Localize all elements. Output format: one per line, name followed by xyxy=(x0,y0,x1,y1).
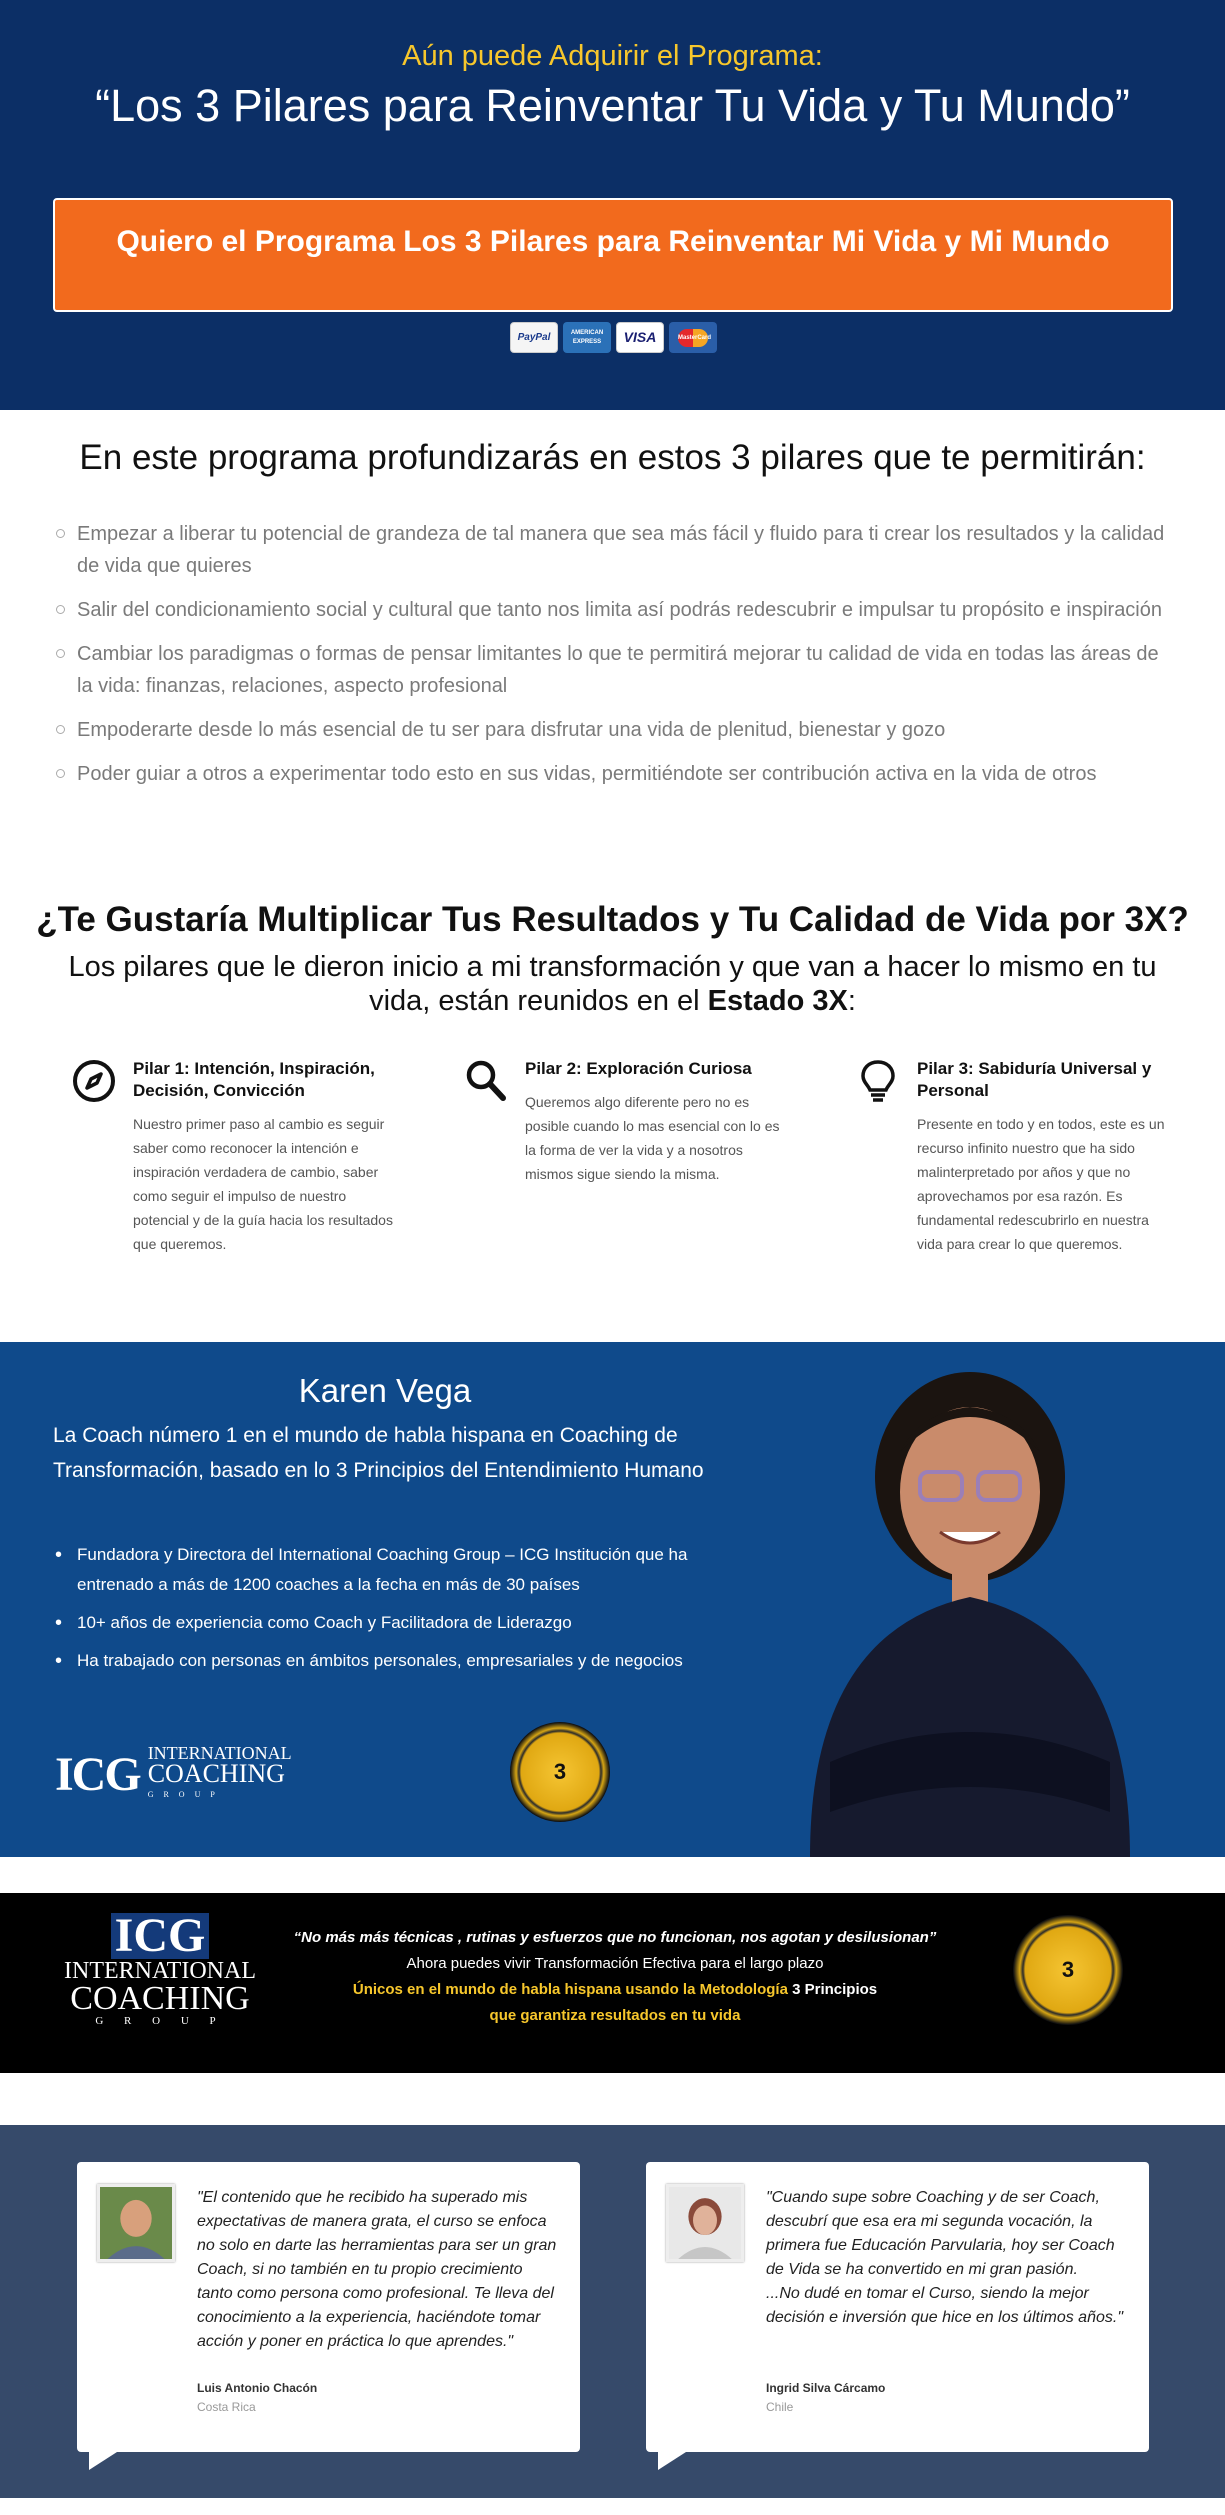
list-item: Poder guiar a otros a experimentar todo esto en sus vidas, permitiéndote ser contribución activa en la vida de otros xyxy=(56,758,1176,790)
testimonial-quote: "Cuando supe sobre Coaching y de ser Coach, descubrí que esa era mi segunda vocación, la primera fue Educación Parvularia, hoy ser Coach de Vida se ha convertido en mi gran pasión. ...No dudé en tomar el Curso, siendo la mejor decisión e inversión que hice en los últimos años." xyxy=(766,2189,1123,2326)
list-item: Salir del condicionamiento social y cultural que tanto nos limita así podrás redescubrir e impulsar tu propósito e inspiración xyxy=(56,594,1176,626)
hero-title: “Los 3 Pilares para Reinventar Tu Vida y Tu Mundo” xyxy=(95,80,1130,131)
pillar-text: Presente en todo y en todos, este es un recurso infinito nuestro que ha sido malinterpretado por años y que no aprovechamos por esa razón. Es fundamental redescubrirlo en nuestra vida para crear lo que queremos. xyxy=(917,1116,1165,1252)
buy-program-button[interactable]: Quiero el Programa Los 3 Pilares para Reinventar Mi Vida y Mi Mundo xyxy=(53,198,1173,312)
bullet-icon xyxy=(56,725,65,734)
list-item: Empezar a liberar tu potencial de grandeza de tal manera que sea más fácil y fluido para ti crear los resultados y la calidad de vida que quieres xyxy=(56,518,1176,582)
pillar-card-1 xyxy=(133,1058,393,1256)
hero-section xyxy=(0,0,1225,410)
coach-name: Karen Vega xyxy=(298,1372,472,1409)
list-item: • 10+ años de experiencia como Coach y Facilitadora de Liderazgo xyxy=(55,1608,755,1638)
paypal-icon: PayPal xyxy=(510,322,558,353)
avatar xyxy=(97,2184,175,2262)
pillar-card-3 xyxy=(917,1058,1177,1256)
coach-photo xyxy=(770,1342,1170,1857)
list-item: Empoderarte desde lo más esencial de tu ser para disfrutar una vida de plenitud, bienestar y gozo xyxy=(56,714,1176,746)
multiply-subheading: Los pilares que le dieron inicio a mi transformación y que van a hacer lo mismo en tu vida, están reunidos en el Estado 3X: xyxy=(68,951,1157,1017)
speech-tail xyxy=(658,2452,686,2470)
testimonial-card xyxy=(77,2162,580,2452)
payment-methods xyxy=(510,322,717,353)
list-item: Cambiar los paradigmas o formas de pensar limitantes lo que te permitirá mejorar tu calidad de vida en todas las áreas de la vida: finanzas, relaciones, aspecto profesional xyxy=(56,638,1176,702)
benefits-list xyxy=(56,518,1176,802)
hero-kicker: Aún puede Adquirir el Programa: xyxy=(402,40,823,72)
mastercard-icon: MasterCard xyxy=(669,322,717,353)
coach-description: La Coach número 1 en el mundo de habla hispana en Coaching de Transformación, basado en lo 3 Principios del Entendimiento Humano xyxy=(53,1424,704,1482)
list-item: • Fundadora y Directora del International Coaching Group – ICG Institución que ha entrenado a más de 1200 coaches a la fecha en más de 30 países xyxy=(55,1540,755,1600)
testimonials-section xyxy=(0,2125,1225,2498)
icg-logo: ICG INTERNATIONAL COACHING G R O U P xyxy=(55,1743,292,1801)
pillar-text: Nuestro primer paso al cambio es seguir saber como reconocer la intención e inspiración verdadera de cambio, saber como seguir el impulso de nuestro potencial y de la guía hacia los resultados que queremos. xyxy=(133,1116,393,1252)
pillar-title: Pilar 2: Exploración Curiosa xyxy=(525,1059,752,1078)
methodology-badge: 3 xyxy=(510,1722,610,1822)
visa-icon: VISA xyxy=(616,322,664,353)
testimonial-country: Costa Rica xyxy=(197,2400,256,2414)
amex-icon: AMERICAN EXPRESS xyxy=(563,322,611,353)
pillar-card-2 xyxy=(525,1058,785,1186)
testimonial-author: Ingrid Silva Cárcamo xyxy=(766,2381,886,2395)
pillar-title: Pilar 1: Intención, Inspiración, Decisión, Convicción xyxy=(133,1059,375,1100)
bullet-icon xyxy=(56,529,65,538)
pillar-title: Pilar 3: Sabiduría Universal y Personal xyxy=(917,1059,1152,1100)
testimonial-country: Chile xyxy=(766,2400,794,2414)
icg-logo: ICG INTERNATIONAL COACHING G R O U P xyxy=(64,1909,256,2027)
avatar xyxy=(666,2184,744,2262)
list-item: • Ha trabajado con personas en ámbitos personales, empresariales y de negocios xyxy=(55,1646,755,1676)
coach-bullets xyxy=(55,1540,755,1684)
multiply-heading: ¿Te Gustaría Multiplicar Tus Resultados y Tu Calidad de Vida por 3X? xyxy=(36,900,1189,939)
benefits-heading: En este programa profundizarás en estos 3 pilares que te permitirán: xyxy=(79,438,1146,477)
methodology-band xyxy=(0,1893,1225,2073)
compass-icon xyxy=(71,1058,117,1104)
bullet-icon xyxy=(56,605,65,614)
methodology-badge: 3 xyxy=(1013,1915,1123,2025)
search-icon xyxy=(463,1058,509,1104)
testimonial-card xyxy=(646,2162,1149,2452)
bullet-icon xyxy=(56,769,65,778)
bullet-icon xyxy=(56,649,65,658)
speech-tail xyxy=(89,2452,117,2470)
lightbulb-icon xyxy=(855,1058,901,1104)
testimonial-quote: "El contenido que he recibido ha superado mis expectativas de manera grata, el curso se enfoca no solo en darte las herramientas para ser un gran Coach, si no también en tu propio crecimiento tanto como persona como profesional. Te lleva del conocimiento a la experiencia, haciéndote tomar acción y poner en práctica lo que aprendes." xyxy=(197,2189,557,2350)
methodology-quote: “No más más técnicas , rutinas y esfuerzos que no funcionan, nos agotan y desilusionan” Ahora puedes vivir Transformación Efectiva para el largo plazo Únicos en el mundo de habla hispana usando la Metodología 3 Principios que garantiza resultados en tu vida xyxy=(293,1929,937,2024)
coach-section xyxy=(0,1342,1225,1857)
testimonial-author: Luis Antonio Chacón xyxy=(197,2381,318,2395)
pillar-text: Queremos algo diferente pero no es posible cuando lo mas esencial con lo es la forma de ver la vida y a nosotros mismos sigue siendo la misma. xyxy=(525,1094,780,1182)
